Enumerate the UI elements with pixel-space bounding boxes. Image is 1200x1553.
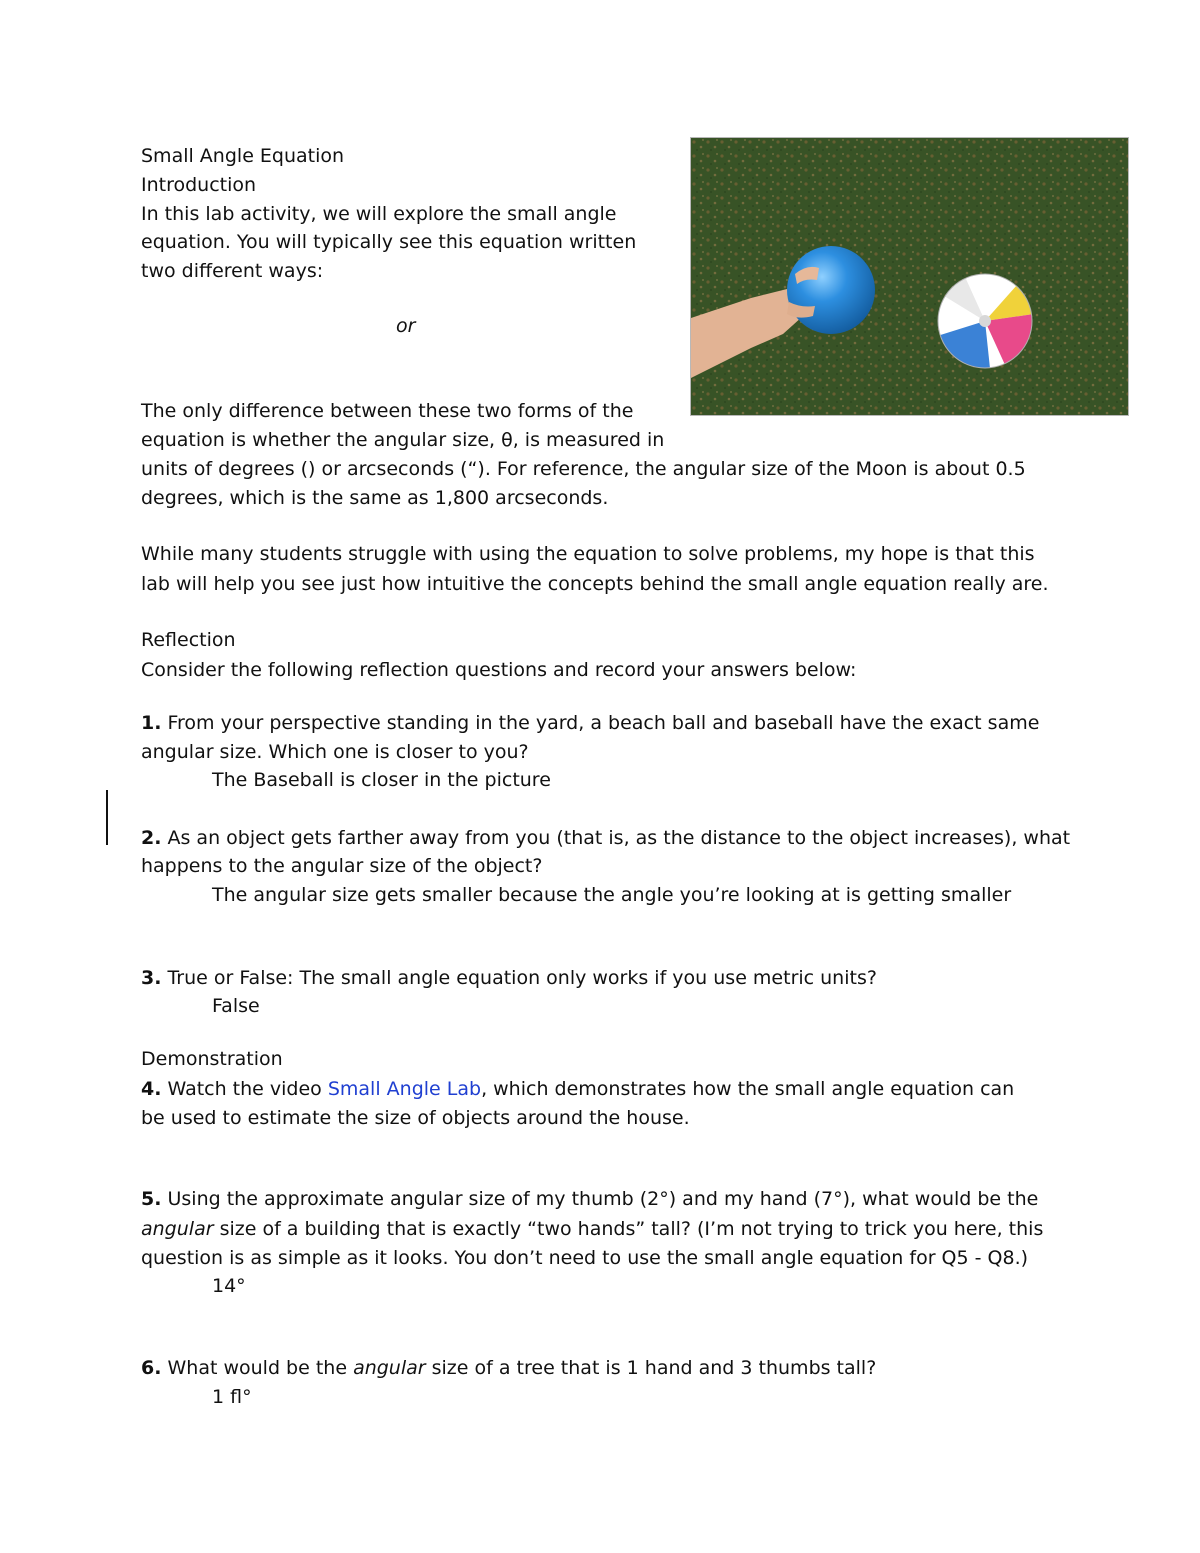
q5-text: Using the approximate angular size of my thumb (2°) and my hand (7°), what would be the xyxy=(161,1188,1039,1210)
balls-photo-svg xyxy=(691,138,1128,415)
q4-line-2: be used to estimate the size of objects around the house. xyxy=(141,1107,690,1129)
q4-number: 4. xyxy=(141,1078,162,1100)
q5-answer[interactable]: 14° xyxy=(212,1275,246,1297)
difference-line-2: equation is whether the angular size, θ, is measured in xyxy=(141,429,665,451)
or-text xyxy=(396,313,415,339)
q6-line-1 xyxy=(141,1355,876,1381)
hope-line-1: While many students struggle with using the equation to solve problems, my hope is that this xyxy=(141,543,1035,565)
q6-number: 6. xyxy=(141,1357,162,1379)
hope-line-2: lab will help you see just how intuitive the concepts behind the small angle equation really are. xyxy=(141,573,1049,595)
q4-text-post: , which demonstrates how the small angle equation can xyxy=(481,1078,1015,1100)
q2-number: 2. xyxy=(141,827,162,849)
text-cursor xyxy=(106,790,108,845)
section-introduction: Introduction xyxy=(141,174,257,196)
q2-line-1 xyxy=(141,825,1070,851)
q5-line-2 xyxy=(141,1216,1043,1242)
q5-number: 5. xyxy=(141,1188,162,1210)
q4-line-1 xyxy=(141,1076,1014,1102)
reflection-instructions: Consider the following reflection questions and record your answers below: xyxy=(141,659,857,681)
q2-text: As an object gets farther away from you (that is, as the distance to the object increases), what xyxy=(161,827,1071,849)
document-title: Small Angle Equation xyxy=(141,145,345,167)
q6-emphasis: angular xyxy=(353,1357,426,1379)
q4-text-pre: Watch the video xyxy=(161,1078,328,1100)
q5-line-1 xyxy=(141,1186,1038,1212)
q3-line-1 xyxy=(141,965,877,991)
intro-line-2: equation. You will typically see this equation written xyxy=(141,231,637,253)
or-text-italic: or xyxy=(396,315,416,337)
difference-line-4: degrees, which is the same as 1,800 arcseconds. xyxy=(141,487,609,509)
q5-text-2: size of a building that is exactly “two hands” tall? (I’m not trying to trick you here, this xyxy=(213,1218,1044,1240)
q3-number: 3. xyxy=(141,967,162,989)
balls-photo xyxy=(690,137,1129,416)
q1-line-1 xyxy=(141,710,1039,736)
q3-answer[interactable]: False xyxy=(212,995,260,1017)
difference-line-3: units of degrees () or arcseconds (“). For reference, the angular size of the Moon is about 0.5 xyxy=(141,458,1026,480)
q5-emphasis: angular xyxy=(141,1218,214,1240)
q6-answer[interactable]: 1 fl° xyxy=(212,1386,252,1408)
q6-text-post: size of a tree that is 1 hand and 3 thumbs tall? xyxy=(425,1357,877,1379)
q6-text-pre: What would be the xyxy=(161,1357,354,1379)
blue-ball xyxy=(787,246,875,334)
small-angle-lab-link[interactable]: Small Angle Lab xyxy=(327,1078,482,1100)
difference-line-1: The only difference between these two forms of the xyxy=(141,400,634,422)
q5-line-3: question is as simple as it looks. You don’t need to use the small angle equation for Q5 - Q8.) xyxy=(141,1247,1029,1269)
section-reflection: Reflection xyxy=(141,629,236,651)
intro-line-3: two different ways: xyxy=(141,260,324,282)
q2-answer[interactable]: The angular size gets smaller because the angle you’re looking at is getting smaller xyxy=(212,884,1012,906)
q1-number: 1. xyxy=(141,712,162,734)
q2-line-2: happens to the angular size of the object? xyxy=(141,855,543,877)
section-demonstration: Demonstration xyxy=(141,1048,283,1070)
intro-line-1: In this lab activity, we will explore the small angle xyxy=(141,203,617,225)
q1-answer[interactable]: The Baseball is closer in the picture xyxy=(212,769,551,791)
q1-text: From your perspective standing in the yard, a beach ball and baseball have the exact same xyxy=(161,712,1040,734)
q1-line-2: angular size. Which one is closer to you? xyxy=(141,741,529,763)
q3-text: True or False: The small angle equation only works if you use metric units? xyxy=(161,967,877,989)
